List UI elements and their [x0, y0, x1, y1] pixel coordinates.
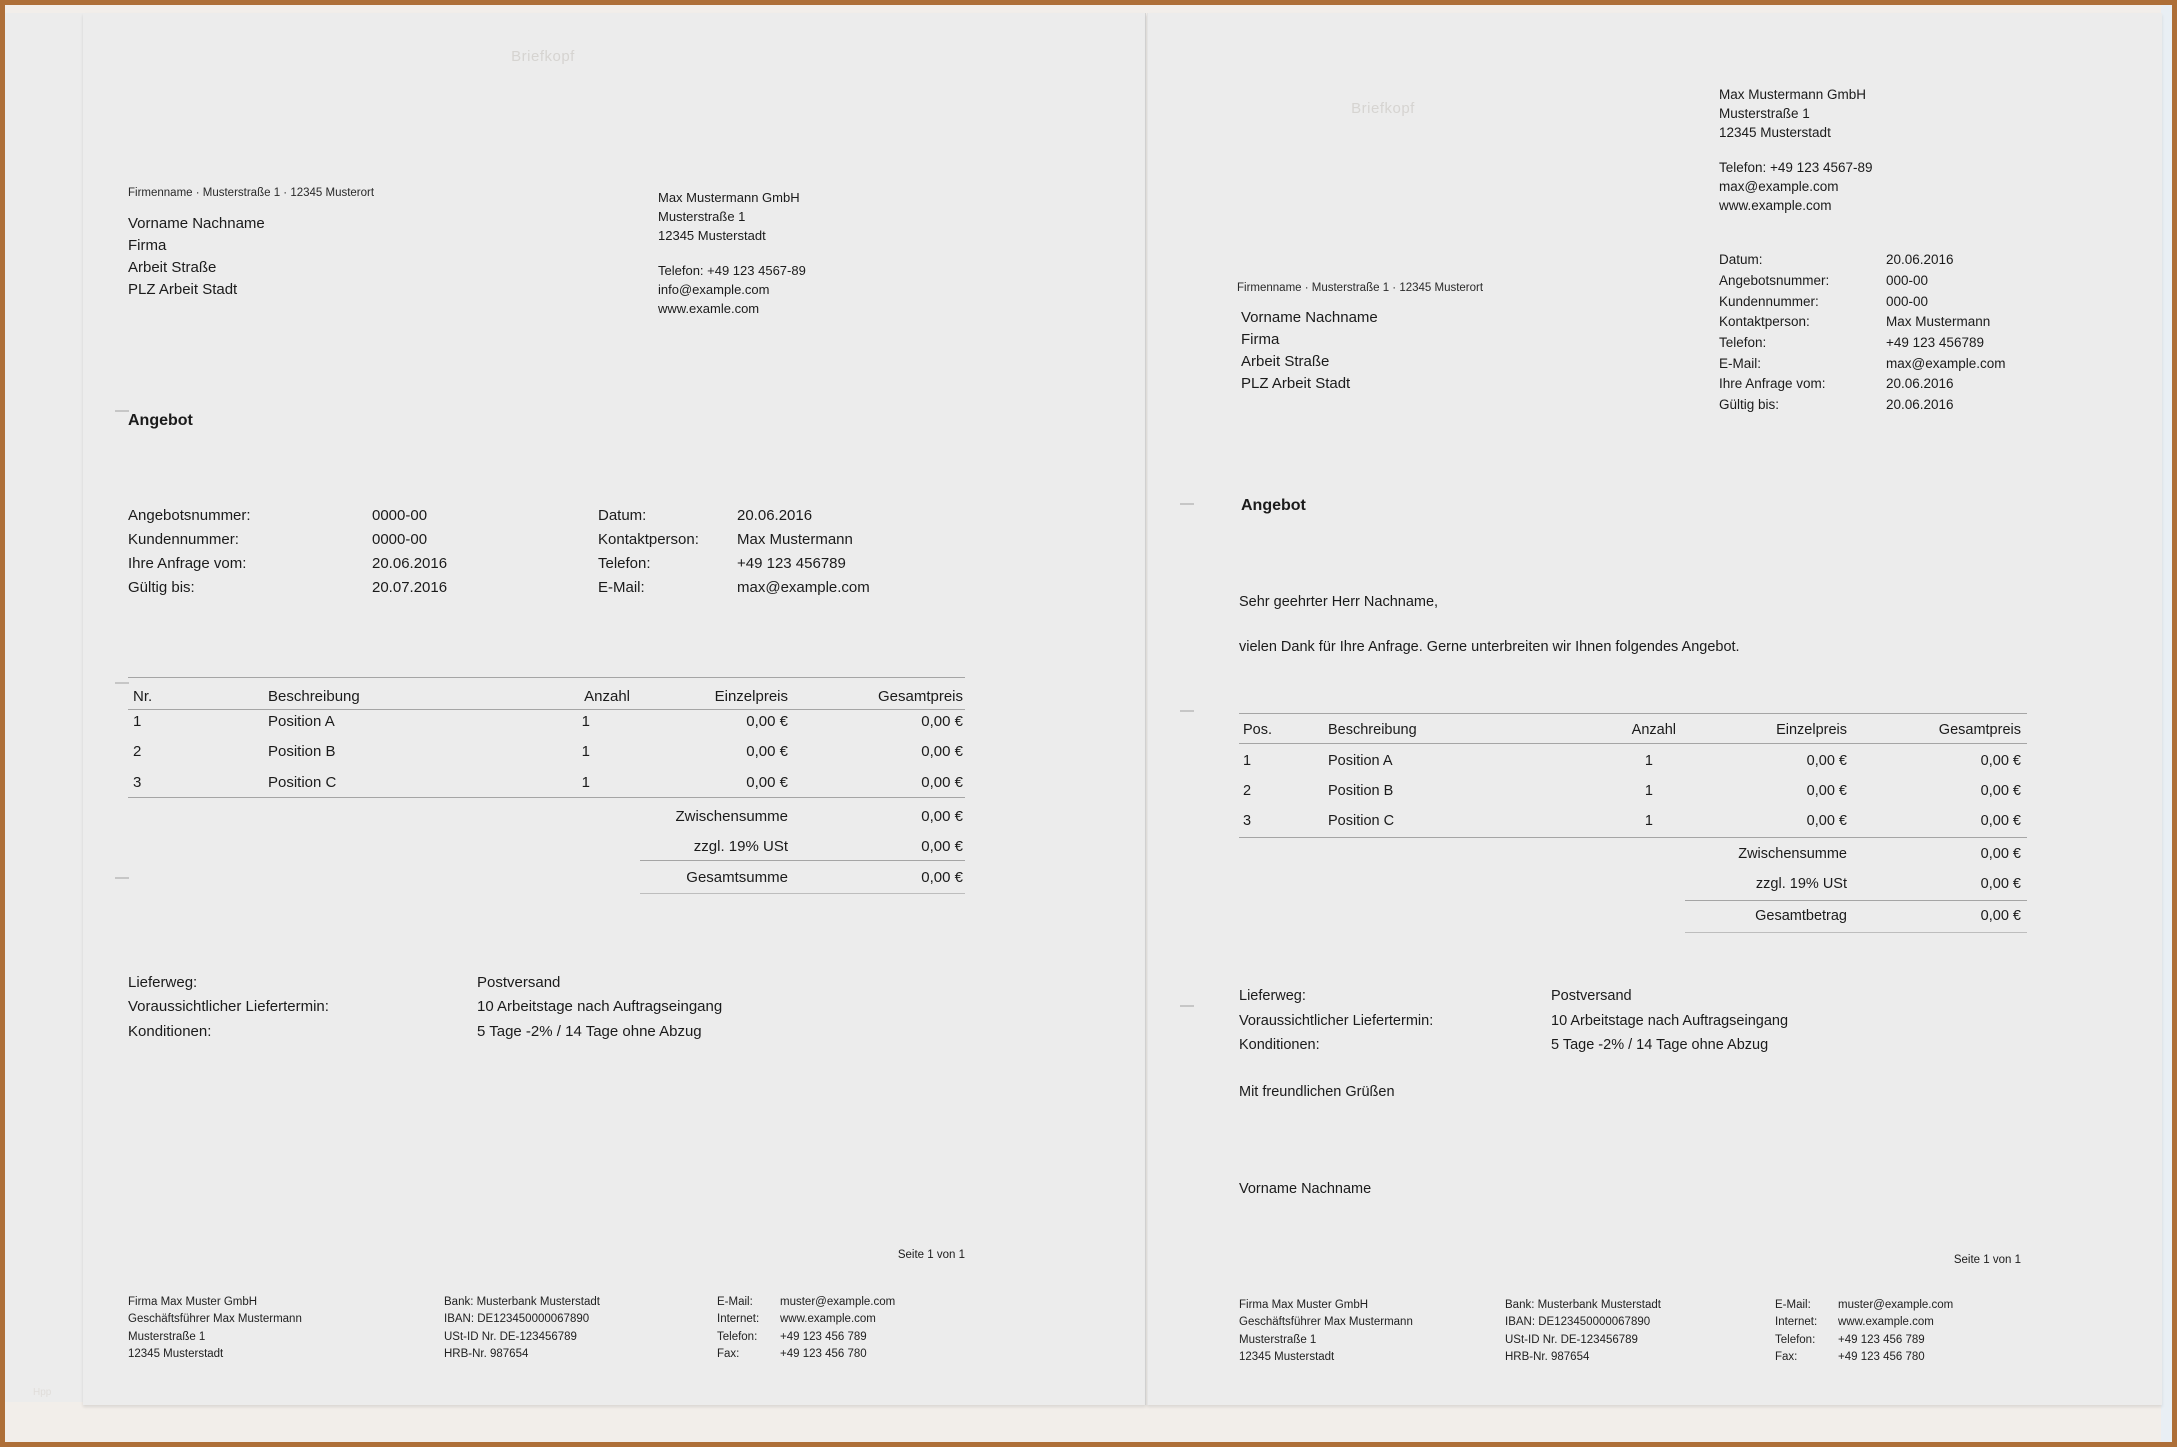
col-header-totalprice: Gesamtpreis [877, 688, 963, 705]
fold-mark [115, 410, 129, 412]
footer-line: HRB-Nr. 987654 [444, 1347, 529, 1360]
footer-line: Musterstraße 1 [1239, 1333, 1317, 1346]
table-rule [128, 677, 965, 678]
table-rule [1685, 900, 2027, 901]
company-name: Max Mustermann GmbH [658, 190, 800, 205]
footer-value: www.example.com [780, 1313, 876, 1326]
table-row [1148, 813, 2162, 833]
col-header-unitprice: Einzelpreis [1776, 722, 1847, 738]
cell-nr: 2 [1243, 783, 1252, 799]
table-row [83, 743, 1145, 763]
cell-unitprice: 0,00 € [1806, 753, 1847, 769]
condition-value: Postversand [1551, 988, 1632, 1004]
table-rule [1239, 837, 2027, 838]
footer-line [1775, 1297, 1953, 1314]
detail-label: Telefon: [598, 555, 651, 572]
company-web: www.examle.com [658, 301, 760, 316]
greeting-line: Sehr geehrter Herr Nachname, [1239, 594, 1439, 610]
table-rule [128, 797, 965, 798]
detail-label: E-Mail: [1719, 356, 1762, 371]
footer-company-column [128, 1294, 302, 1363]
detail-label: Kontaktperson: [598, 531, 699, 548]
condition-label: Lieferweg: [1239, 988, 1306, 1004]
detail-label: Gültig bis: [1719, 397, 1780, 412]
footer-line: Bank: Musterbank Musterstadt [1505, 1299, 1661, 1311]
summary-label: Zwischensumme [675, 808, 788, 825]
detail-value: 0000-00 [372, 531, 428, 548]
summary-row [1148, 876, 2162, 896]
cell-qty: 1 [1644, 813, 1653, 829]
table-row [83, 774, 1145, 794]
company-city: 12345 Musterstadt [658, 228, 766, 243]
company-address-block [658, 188, 800, 245]
detail-value: 20.06.2016 [1886, 376, 1954, 391]
footer-bank-column [444, 1294, 600, 1363]
footer-label: Telefon: [1775, 1333, 1816, 1346]
detail-row [1148, 252, 2162, 270]
company-address-block [1719, 85, 1866, 142]
condition-row [83, 974, 1145, 994]
recipient-name: Vorname Nachname [128, 215, 265, 232]
detail-value: 20.07.2016 [372, 579, 448, 596]
company-phone: Telefon: +49 123 4567-89 [658, 263, 806, 278]
condition-label: Voraussichtlicher Liefertermin: [1239, 1013, 1434, 1029]
condition-row [83, 998, 1145, 1018]
footer-line: Bank: Musterbank Musterstadt [444, 1296, 600, 1308]
footer-value: muster@example.com [1838, 1299, 1954, 1311]
footer-label: Internet: [1775, 1316, 1818, 1329]
footer-label: Telefon: [717, 1330, 758, 1343]
col-header-unitprice: Einzelpreis [714, 688, 788, 705]
summary-row [83, 808, 1145, 828]
recipient-city: PLZ Arbeit Stadt [128, 281, 238, 298]
company-name: Max Mustermann GmbH [1719, 87, 1867, 102]
detail-value: 0000-00 [372, 507, 428, 524]
recipient-company: Firma [128, 237, 167, 254]
fold-mark [115, 682, 129, 684]
footer-line: Firma Max Muster GmbH [128, 1296, 258, 1308]
cell-totalprice: 0,00 € [921, 743, 963, 760]
page-number: Seite 1 von 1 [897, 1249, 965, 1261]
footer-line: HRB-Nr. 987654 [1505, 1350, 1590, 1363]
table-rule [1239, 713, 2027, 714]
company-street: Musterstraße 1 [1719, 106, 1810, 121]
detail-label: Angebotsnummer: [1719, 273, 1830, 288]
detail-value: 000-00 [1886, 294, 1929, 309]
cell-qty: 1 [1644, 753, 1653, 769]
summary-value: 0,00 € [921, 808, 963, 825]
footer-line: Firma Max Muster GmbH [1239, 1299, 1369, 1311]
cell-unitprice: 0,00 € [1806, 783, 1847, 799]
detail-value: Max Mustermann [737, 531, 853, 548]
cell-nr: 3 [133, 774, 142, 791]
detail-label: Ihre Anfrage vom: [1719, 376, 1826, 391]
footer-label: Internet: [717, 1313, 760, 1326]
col-header-nr: Nr. [133, 688, 153, 705]
briefkopf-watermark: Briefkopf [511, 48, 575, 65]
detail-value: +49 123 456789 [737, 555, 846, 572]
footer-line [717, 1294, 895, 1311]
right-edge-strip [2161, 5, 2172, 1442]
footer-line: Geschäftsführer Max Mustermann [128, 1313, 302, 1326]
cell-unitprice: 0,00 € [746, 713, 788, 730]
summary-label: Gesamtsumme [686, 869, 788, 886]
cell-totalprice: 0,00 € [921, 774, 963, 791]
condition-row [1148, 1037, 2162, 1057]
table-rule [640, 893, 965, 894]
detail-label: Gültig bis: [128, 579, 195, 596]
condition-row [83, 1023, 1145, 1043]
footer-value: muster@example.com [780, 1296, 896, 1308]
footer-value: www.example.com [1838, 1316, 1934, 1329]
recipient-name: Vorname Nachname [1241, 309, 1378, 326]
summary-row [1148, 846, 2162, 866]
detail-value: Max Mustermann [1886, 314, 1991, 329]
document-page-right [1147, 13, 2162, 1405]
company-web: www.example.com [1719, 198, 1832, 213]
detail-row [83, 507, 1145, 527]
detail-value: 20.06.2016 [1886, 252, 1954, 267]
footer-label: Fax: [717, 1347, 740, 1360]
table-row [1148, 753, 2162, 773]
detail-label: Ihre Anfrage vom: [128, 555, 247, 572]
cell-qty: 1 [581, 774, 590, 791]
cell-nr: 1 [1243, 753, 1252, 769]
cell-totalprice: 0,00 € [1980, 813, 2021, 829]
cell-desc: Position B [268, 743, 336, 760]
recipient-city: PLZ Arbeit Stadt [1241, 375, 1351, 392]
footer-line: IBAN: DE123450000067890 [1505, 1316, 1651, 1329]
condition-row [1148, 1013, 2162, 1033]
footer-line [717, 1346, 895, 1363]
detail-value: +49 123 456789 [1886, 335, 1984, 350]
condition-row [1148, 988, 2162, 1008]
detail-label: Telefon: [1719, 335, 1767, 350]
col-header-qty: Anzahl [1631, 722, 1676, 738]
footer-value: +49 123 456 789 [1838, 1333, 1925, 1346]
footer-line: Geschäftsführer Max Mustermann [1239, 1316, 1413, 1329]
summary-row-total [83, 869, 1145, 889]
detail-label: Datum: [598, 507, 647, 524]
summary-value: 0,00 € [921, 869, 963, 886]
detail-label: Kundennummer: [1719, 294, 1819, 309]
cell-desc: Position A [268, 713, 335, 730]
recipient-street: Arbeit Straße [1241, 353, 1330, 370]
company-email: max@example.com [1719, 179, 1839, 194]
condition-value: 10 Arbeitstage nach Auftragseingang [477, 998, 723, 1015]
col-header-desc: Beschreibung [1328, 722, 1417, 738]
document-page-left [83, 13, 1146, 1405]
cell-nr: 3 [1243, 813, 1252, 829]
cell-unitprice: 0,00 € [746, 774, 788, 791]
fold-mark [1180, 503, 1194, 505]
footer-line: Musterstraße 1 [128, 1330, 206, 1343]
footer-label: E-Mail: [717, 1296, 753, 1308]
footer-label: Fax: [1775, 1350, 1798, 1363]
cell-unitprice: 0,00 € [1806, 813, 1847, 829]
table-row [1148, 783, 2162, 803]
sender-line: Firmenname · Musterstraße 1 · 12345 Musterort [128, 187, 375, 199]
footer-contact-column [1775, 1297, 1953, 1366]
recipient-street: Arbeit Straße [128, 259, 217, 276]
footer-label: E-Mail: [1775, 1299, 1811, 1311]
recipient-block [1241, 307, 1378, 395]
briefkopf-watermark: Briefkopf [1351, 100, 1415, 117]
recipient-company: Firma [1241, 331, 1280, 348]
condition-label: Voraussichtlicher Liefertermin: [128, 998, 329, 1015]
corner-watermark: Hpp [33, 1387, 52, 1398]
footer-line: USt-ID Nr. DE-123456789 [444, 1330, 577, 1343]
summary-row-total [1148, 908, 2162, 928]
summary-value: 0,00 € [1980, 876, 2021, 892]
detail-value: max@example.com [737, 579, 870, 596]
footer-value: +49 123 456 780 [780, 1347, 867, 1360]
company-city: 12345 Musterstadt [1719, 125, 1831, 140]
cell-desc: Position B [1328, 783, 1394, 799]
fold-mark [1180, 710, 1194, 712]
detail-label: Datum: [1719, 252, 1763, 267]
footer-line [1775, 1314, 1953, 1331]
summary-label: zzgl. 19% USt [693, 838, 788, 855]
detail-label: E-Mail: [598, 579, 645, 596]
summary-row [83, 838, 1145, 858]
detail-row [83, 579, 1145, 599]
footer-value: +49 123 456 780 [1838, 1350, 1925, 1363]
table-rule [640, 860, 965, 861]
footer-line: 12345 Musterstadt [1239, 1350, 1335, 1363]
footer-line [1775, 1332, 1953, 1349]
detail-value: 20.06.2016 [372, 555, 448, 572]
table-row [83, 713, 1145, 733]
cell-desc: Position C [1328, 813, 1395, 829]
footer-company-column [1239, 1297, 1413, 1366]
cell-totalprice: 0,00 € [921, 713, 963, 730]
col-header-qty: Anzahl [584, 688, 630, 705]
condition-label: Lieferweg: [128, 974, 198, 991]
table-rule [128, 709, 965, 710]
table-header-row [1148, 722, 2162, 742]
condition-value: 5 Tage -2% / 14 Tage ohne Abzug [477, 1023, 702, 1040]
footer-line [1775, 1349, 1953, 1366]
company-phone: Telefon: +49 123 4567-89 [1719, 160, 1873, 175]
detail-row [83, 555, 1145, 575]
cell-qty: 1 [1644, 783, 1653, 799]
col-header-desc: Beschreibung [268, 688, 360, 705]
cell-nr: 2 [133, 743, 142, 760]
condition-value: 5 Tage -2% / 14 Tage ohne Abzug [1551, 1037, 1769, 1053]
cell-totalprice: 0,00 € [1980, 783, 2021, 799]
detail-value: 000-00 [1886, 273, 1929, 288]
footer-line [717, 1329, 895, 1346]
footer-line [717, 1311, 895, 1328]
detail-label: Angebotsnummer: [128, 507, 251, 524]
company-street: Musterstraße 1 [658, 209, 746, 224]
company-contact-block [658, 261, 806, 318]
detail-value: 20.06.2016 [737, 507, 813, 524]
cell-desc: Position A [1328, 753, 1393, 769]
summary-value: 0,00 € [1980, 846, 2021, 862]
footer-line: USt-ID Nr. DE-123456789 [1505, 1333, 1638, 1346]
summary-label: zzgl. 19% USt [1755, 876, 1847, 892]
detail-row [1148, 397, 2162, 415]
condition-value: Postversand [477, 974, 561, 991]
company-email: info@example.com [658, 282, 770, 297]
page-number: Seite 1 von 1 [1953, 1254, 2021, 1266]
detail-label: Kundennummer: [128, 531, 239, 548]
background-sheet-edge [5, 13, 84, 1402]
table-header-row [83, 688, 1145, 708]
table-rule [1685, 932, 2027, 933]
footer-bank-column [1505, 1297, 1661, 1366]
summary-value: 0,00 € [1980, 908, 2021, 924]
cell-qty: 1 [581, 743, 590, 760]
condition-value: 10 Arbeitstage nach Auftragseingang [1551, 1013, 1789, 1029]
doc-title: Angebot [128, 412, 193, 429]
footer-contact-column [717, 1294, 895, 1363]
condition-label: Konditionen: [1239, 1037, 1320, 1053]
detail-value: max@example.com [1886, 356, 2006, 371]
summary-label: Zwischensumme [1738, 846, 1847, 862]
condition-label: Konditionen: [128, 1023, 212, 1040]
table-rule [1239, 743, 2027, 744]
signature-name: Vorname Nachname [1239, 1181, 1372, 1197]
cell-unitprice: 0,00 € [746, 743, 788, 760]
col-header-totalprice: Gesamtpreis [1938, 722, 2021, 738]
footer-line: 12345 Musterstadt [128, 1347, 224, 1360]
closing-line: Mit freundlichen Grüßen [1239, 1084, 1395, 1100]
cell-totalprice: 0,00 € [1980, 753, 2021, 769]
cell-qty: 1 [581, 713, 590, 730]
cell-desc: Position C [268, 774, 337, 791]
sender-line: Firmenname · Musterstraße 1 · 12345 Musterort [1237, 282, 1484, 294]
summary-value: 0,00 € [921, 838, 963, 855]
doc-title: Angebot [1241, 497, 1306, 514]
detail-label: Kontaktperson: [1719, 314, 1810, 329]
company-contact-block [1719, 158, 1873, 215]
footer-value: +49 123 456 789 [780, 1330, 867, 1343]
recipient-block [128, 213, 265, 301]
summary-label: Gesamtbetrag [1755, 908, 1847, 924]
footer-line: IBAN: DE123450000067890 [444, 1313, 590, 1326]
detail-row [83, 531, 1145, 551]
intro-line: vielen Dank für Ihre Anfrage. Gerne unterbreiten wir Ihnen folgendes Angebot. [1239, 639, 1740, 655]
cell-nr: 1 [133, 713, 142, 730]
detail-value: 20.06.2016 [1886, 397, 1954, 412]
col-header-pos: Pos. [1243, 722, 1273, 738]
